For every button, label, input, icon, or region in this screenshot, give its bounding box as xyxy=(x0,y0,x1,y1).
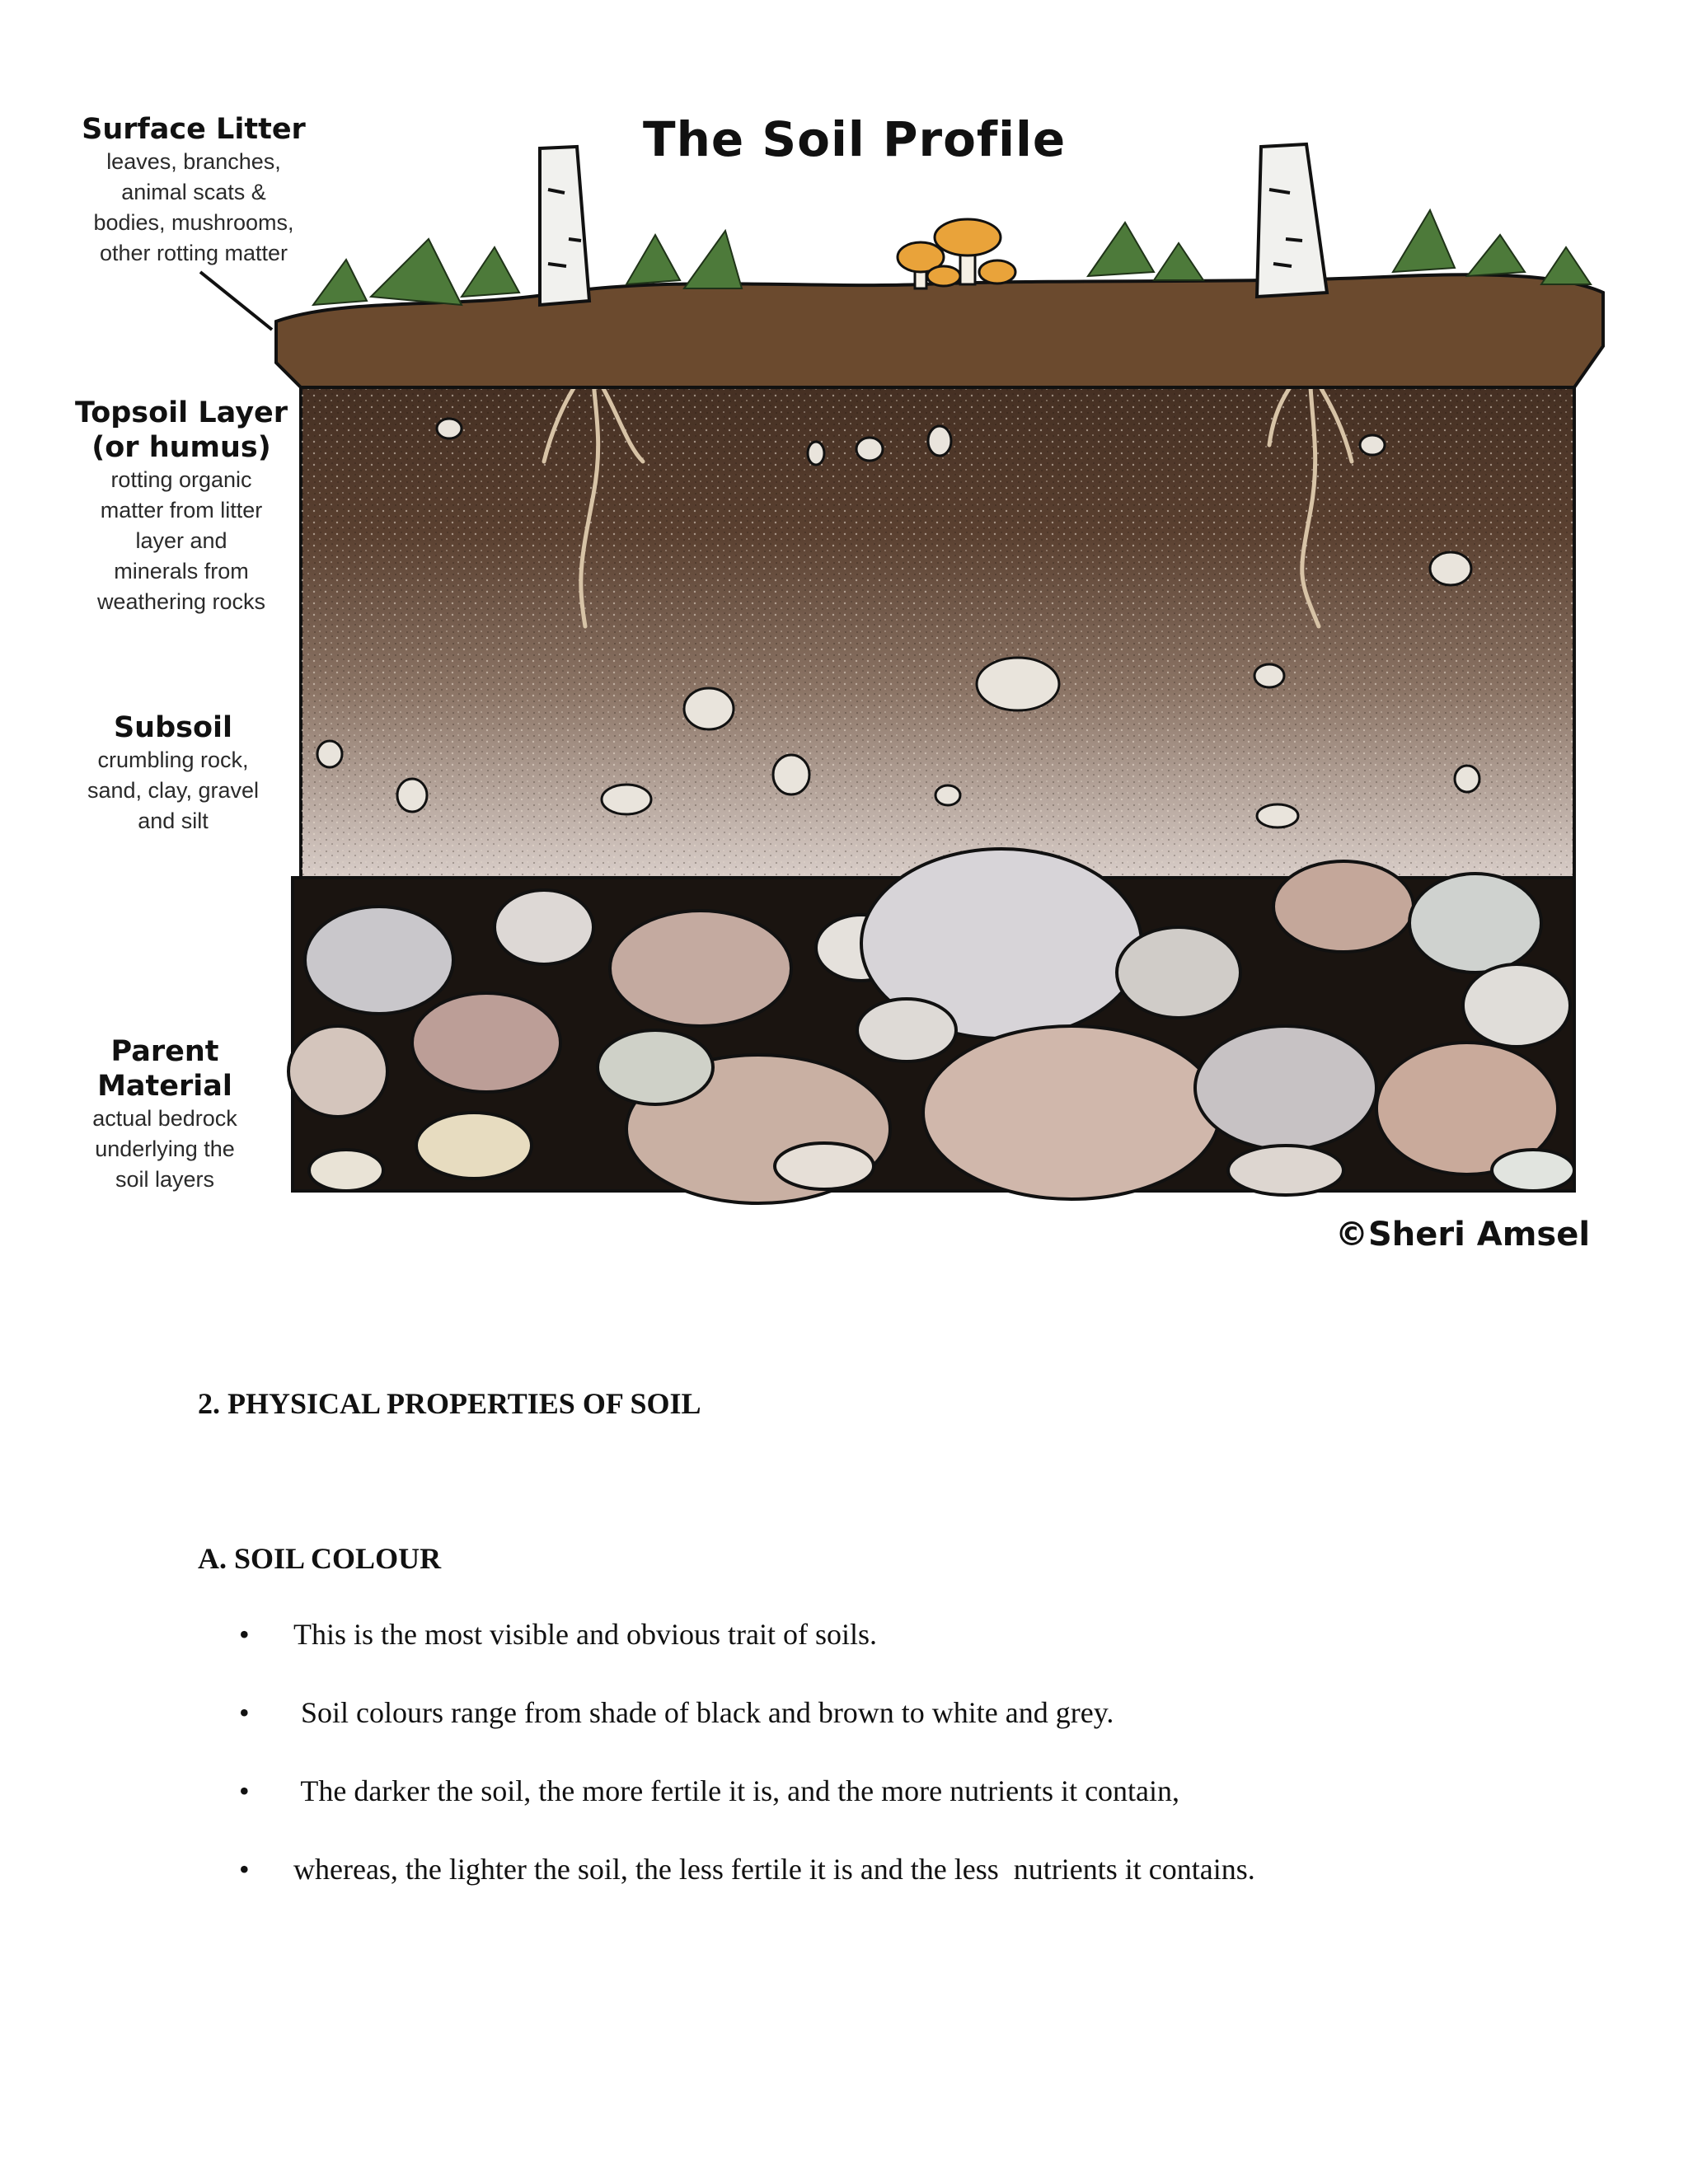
bullet-text: Soil colours range from shade of black and brown to white and grey. xyxy=(293,1696,1114,1729)
section-heading: 2. PHYSICAL PROPERTIES OF SOIL xyxy=(198,1387,701,1420)
label-topsoil-description: rotting organic matter from litter layer and minerals from weathering rocks xyxy=(96,467,266,614)
mushrooms xyxy=(898,219,1015,288)
label-surface-litter-name: Surface Litter xyxy=(82,113,306,146)
bullet-marker: • xyxy=(239,1696,250,1729)
list-item xyxy=(239,1695,1640,1774)
figure-title: The Soil Profile xyxy=(643,111,1067,167)
label-surface-litter-description: leaves, branches, animal scats & bodies, mushrooms, other rotting matter xyxy=(93,149,294,265)
label-parent-material-name: Parent Material xyxy=(97,1035,232,1103)
label-parent-material xyxy=(70,1034,260,1195)
label-topsoil xyxy=(70,396,293,617)
subsection-heading: A. SOIL COLOUR xyxy=(198,1542,442,1575)
bullet-text: whereas, the lighter the soil, the less fertile it is and the less nutrients it contains. xyxy=(293,1853,1255,1886)
label-surface-litter xyxy=(70,112,317,269)
bullet-marker: • xyxy=(239,1618,250,1651)
label-topsoil-name: Topsoil Layer (or humus) xyxy=(74,396,288,464)
list-item xyxy=(239,1617,1640,1695)
label-subsoil xyxy=(70,710,276,837)
figure-credit: ©Sheri Amsel xyxy=(1335,1216,1591,1254)
bullet-list xyxy=(239,1617,1640,1930)
bullet-text: The darker the soil, the more fertile it is, and the more nutrients it contain, xyxy=(293,1774,1180,1807)
bullet-text: This is the most visible and obvious trait of soils. xyxy=(293,1618,877,1651)
label-subsoil-description: crumbling rock, sand, clay, gravel and silt xyxy=(87,748,260,833)
bullet-marker: • xyxy=(239,1774,250,1807)
bullet-marker: • xyxy=(239,1853,250,1886)
surface-litter-pointer xyxy=(200,272,272,330)
list-item xyxy=(239,1774,1640,1852)
label-subsoil-name: Subsoil xyxy=(113,711,233,744)
list-item xyxy=(239,1852,1640,1930)
label-parent-material-description: actual bedrock underlying the soil layers xyxy=(92,1106,237,1192)
